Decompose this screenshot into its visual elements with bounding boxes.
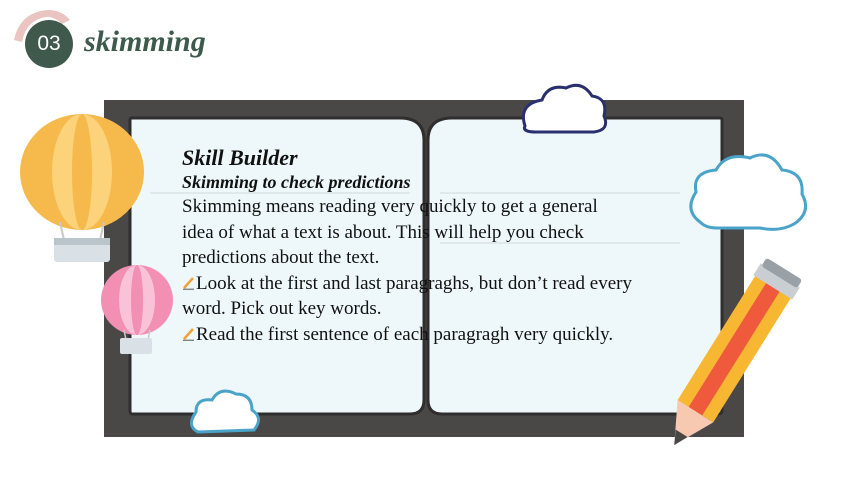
cloud-top bbox=[523, 85, 605, 132]
tip-2 bbox=[182, 322, 702, 348]
tip-1-line-1: Look at the first and last paragraghs, but don’t read every bbox=[196, 272, 632, 294]
section-header bbox=[0, 0, 860, 80]
section-title: skimming bbox=[84, 25, 206, 58]
tip-2-text: Read the first sentence of each paragragh very quickly. bbox=[196, 323, 614, 345]
intro-line-1: Skimming means reading very quickly to get a general bbox=[182, 196, 598, 217]
pencil-icon bbox=[182, 276, 195, 290]
section-number-badge: 03 bbox=[25, 20, 73, 68]
tip-1 bbox=[182, 271, 702, 297]
skill-builder-title: Skill Builder bbox=[182, 145, 298, 170]
intro-line-2: idea of what a text is about. This will help you check bbox=[182, 221, 584, 243]
intro-line-3: predictions about the text. bbox=[182, 247, 380, 268]
skill-builder-text bbox=[182, 145, 702, 347]
skill-builder-subtitle: Skimming to check predictions bbox=[182, 172, 411, 192]
tip-1-line-2: word. Pick out key words. bbox=[182, 298, 382, 319]
pencil-icon bbox=[182, 327, 195, 341]
